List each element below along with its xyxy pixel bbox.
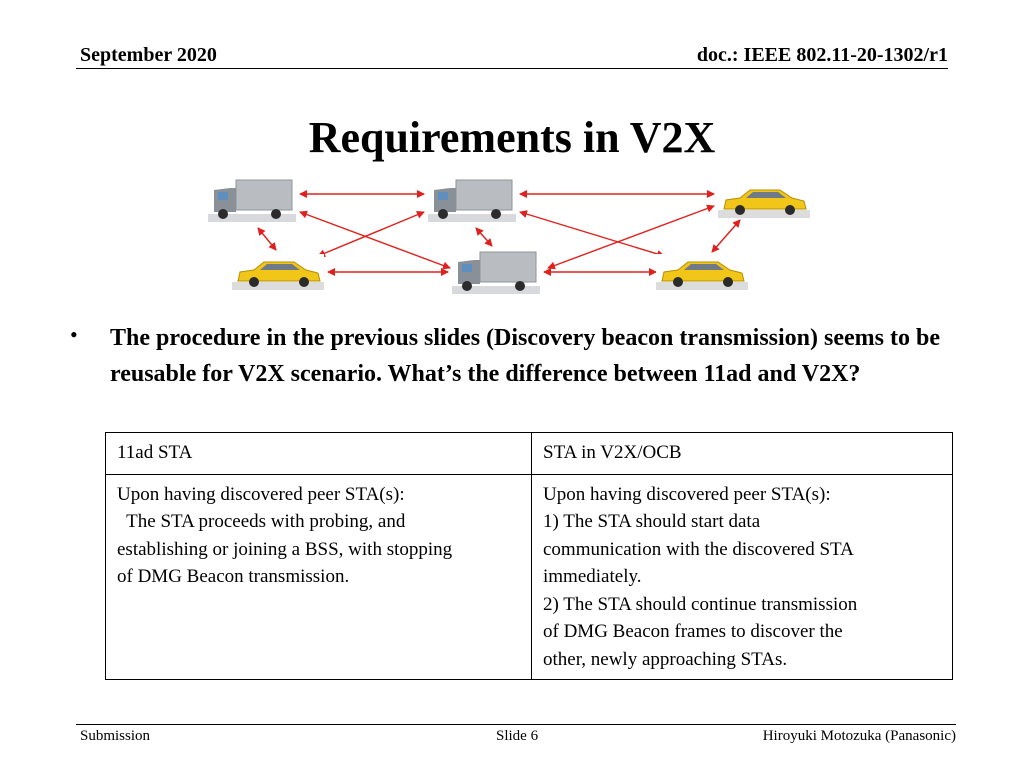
cell-line: 2) The STA should continue transmission (543, 593, 858, 615)
truck-icon (208, 176, 296, 222)
bullet-text: The procedure in the previous slides (Discovery beacon transmission) seems to be reusable for V2X scenario. What’s the difference between 11ad and V2X? (110, 325, 940, 387)
cell-line: communication with the discovered STA (543, 538, 854, 560)
cell-line: Upon having discovered peer STA(s): (543, 483, 831, 505)
footer-author: Hiroyuki Motozuka (Panasonic) (762, 728, 956, 744)
slide-title: Requirements in V2X (308, 113, 716, 162)
cell-line: Upon having discovered peer STA(s): (117, 483, 405, 505)
link-arrow (712, 220, 740, 252)
footer-submission: Submission (80, 728, 151, 744)
table-header-cell: 11ad STA (106, 433, 532, 475)
bullet-marker: • (70, 322, 78, 347)
car-icon (232, 254, 324, 290)
cell-line: The STA proceeds with probing, and (117, 511, 406, 532)
link-arrow (476, 228, 492, 246)
link-arrow (258, 228, 276, 250)
v2x-diagram (0, 0, 1024, 300)
table-cell-v2x (532, 474, 953, 680)
cell-line: establishing or joining a BSS, with stopping (117, 538, 453, 560)
comparison-table (105, 432, 953, 680)
table-row (106, 474, 953, 680)
car-icon (656, 254, 748, 290)
table-cell-11ad (106, 474, 532, 680)
cell-line: other, newly approaching STAs. (543, 648, 788, 670)
footer-slide-number: Slide 6 (496, 728, 539, 744)
cell-line: 1) The STA should start data (543, 511, 761, 532)
truck-icon (428, 176, 516, 222)
cell-line: immediately. (543, 566, 642, 587)
table-header-row (106, 433, 953, 475)
link-arrow (318, 212, 424, 256)
cell-line: of DMG Beacon transmission. (117, 566, 350, 587)
header-date: September 2020 (80, 44, 217, 66)
car-icon (718, 182, 810, 218)
header-doc-id: doc.: IEEE 802.11-20-1302/r1 (696, 44, 948, 66)
truck-icon (452, 248, 540, 294)
cell-line: of DMG Beacon frames to discover the (543, 621, 843, 642)
link-arrow (520, 212, 664, 256)
footer-rule (76, 724, 956, 725)
table-header-cell: STA in V2X/OCB (532, 433, 953, 475)
